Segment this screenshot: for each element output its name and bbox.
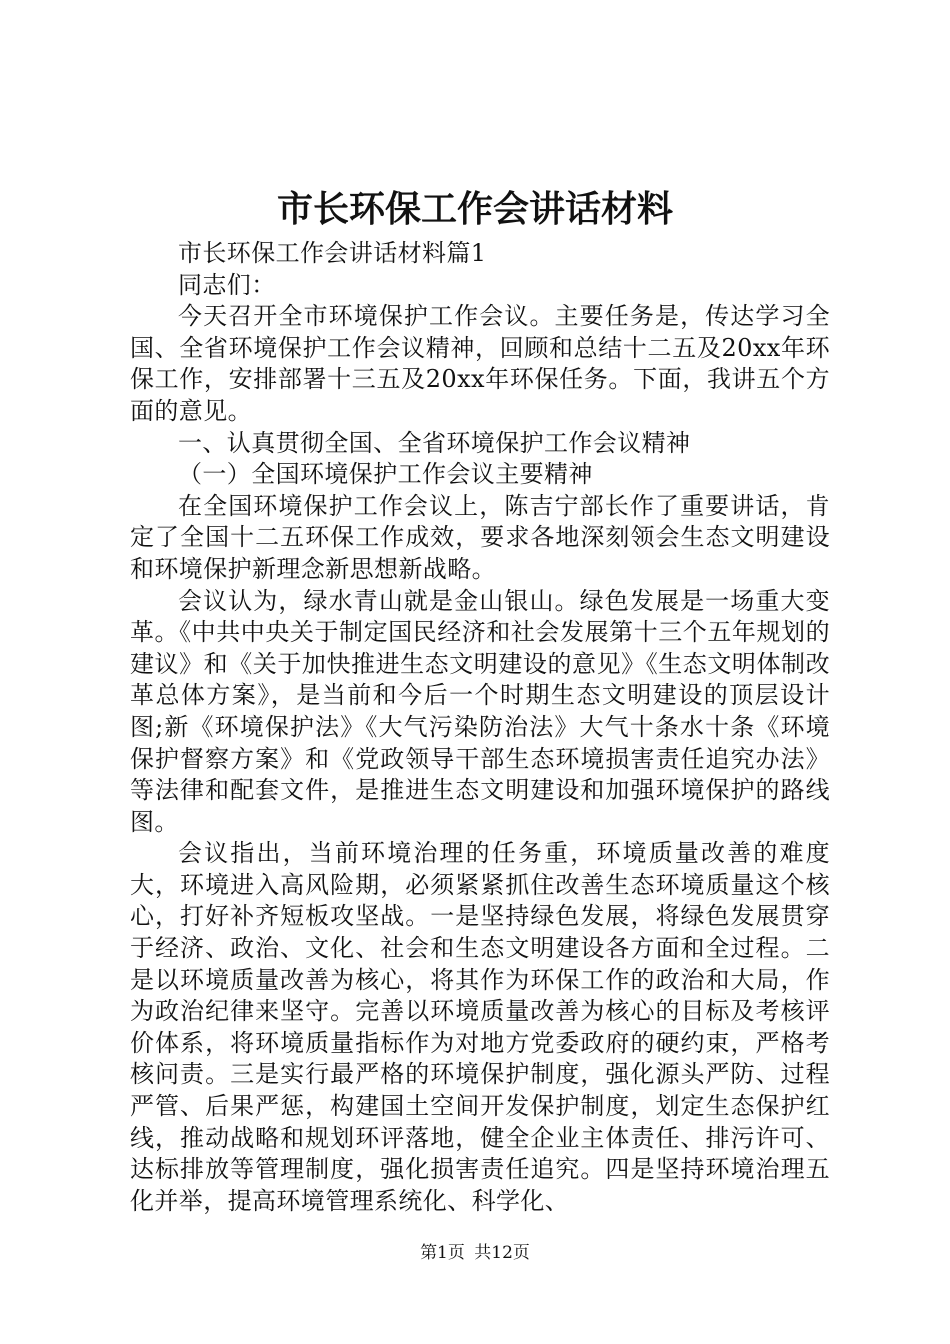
paragraph-body: 在全国环境保护工作会议上，陈吉宁部长作了重要讲话，肯定了全国十二五环保工作成效，要求各地深刻领会生态文明建设和环境保护新理念新思想新战略。 [130, 491, 830, 583]
document-title: 市长环保工作会讲话材料 [276, 188, 673, 230]
page-number: 第1页 [420, 1243, 465, 1263]
subsection-heading-1-1: （一）全国环境保护工作会议主要精神 [178, 460, 593, 489]
section-heading-1: 一、认真贯彻全国、全省环境保护工作会议精神 [178, 428, 691, 457]
paragraph-intro: 今天召开全市环境保护工作会议。主要任务是，传达学习全国、全省环境保护工作会议精神，回顾和总结十二五及20xx年环保工作，安排部署十三五及20xx年环保任务。下面，我讲五个方面的意见。 [130, 302, 830, 425]
paragraph-subtitle: 市长环保工作会讲话材料篇1 [178, 239, 487, 267]
document-body [130, 238, 830, 1217]
paragraph-salutation: 同志们： [178, 270, 276, 299]
page-total: 共12页 [474, 1243, 530, 1263]
page-footer [0, 1242, 950, 1264]
paragraph-body: 会议认为，绿水青山就是金山银山。绿色发展是一场重大变革。《中共中央关于制定国民经济和社会发展第十三个五年规划的建议》和《关于加快推进生态文明建设的意见》《生态文明体制改革总体方案》，是当前和今后一个时期生态文明建设的顶层设计图;新《环境保护法》《大气污染防治法》大气十条水十条《环境保护督察方案》和《党政领导干部生态环境损害责任追究办法》等法律和配套文件，是推进生态文明建设和加强环境保护的路线图。 [130, 586, 830, 836]
paragraph-body: 会议指出，当前环境治理的任务重，环境质量改善的难度大，环境进入高风险期，必须紧紧抓住改善生态环境质量这个核心，打好补齐短板攻坚战。一是坚持绿色发展，将绿色发展贯穿于经济、政治、文化、社会和生态文明建设各方面和全过程。二是以环境质量改善为核心，将其作为环保工作的政治和大局，作为政治纪律来坚守。完善以环境质量改善为核心的目标及考核评价体系，将环境质量指标作为对地方党委政府的硬约束，严格考核问责。三是实行最严格的环境保护制度，强化源头严防、过程严管、后果严惩，构建国土空间开发保护制度，划定生态保护红线，推动战略和规划环评落地，健全企业主体责任、排污许可、达标排放等管理制度，强化损害责任追究。四是坚持环境治理五化并举，提高环境管理系统化、科学化、 [130, 839, 830, 1215]
